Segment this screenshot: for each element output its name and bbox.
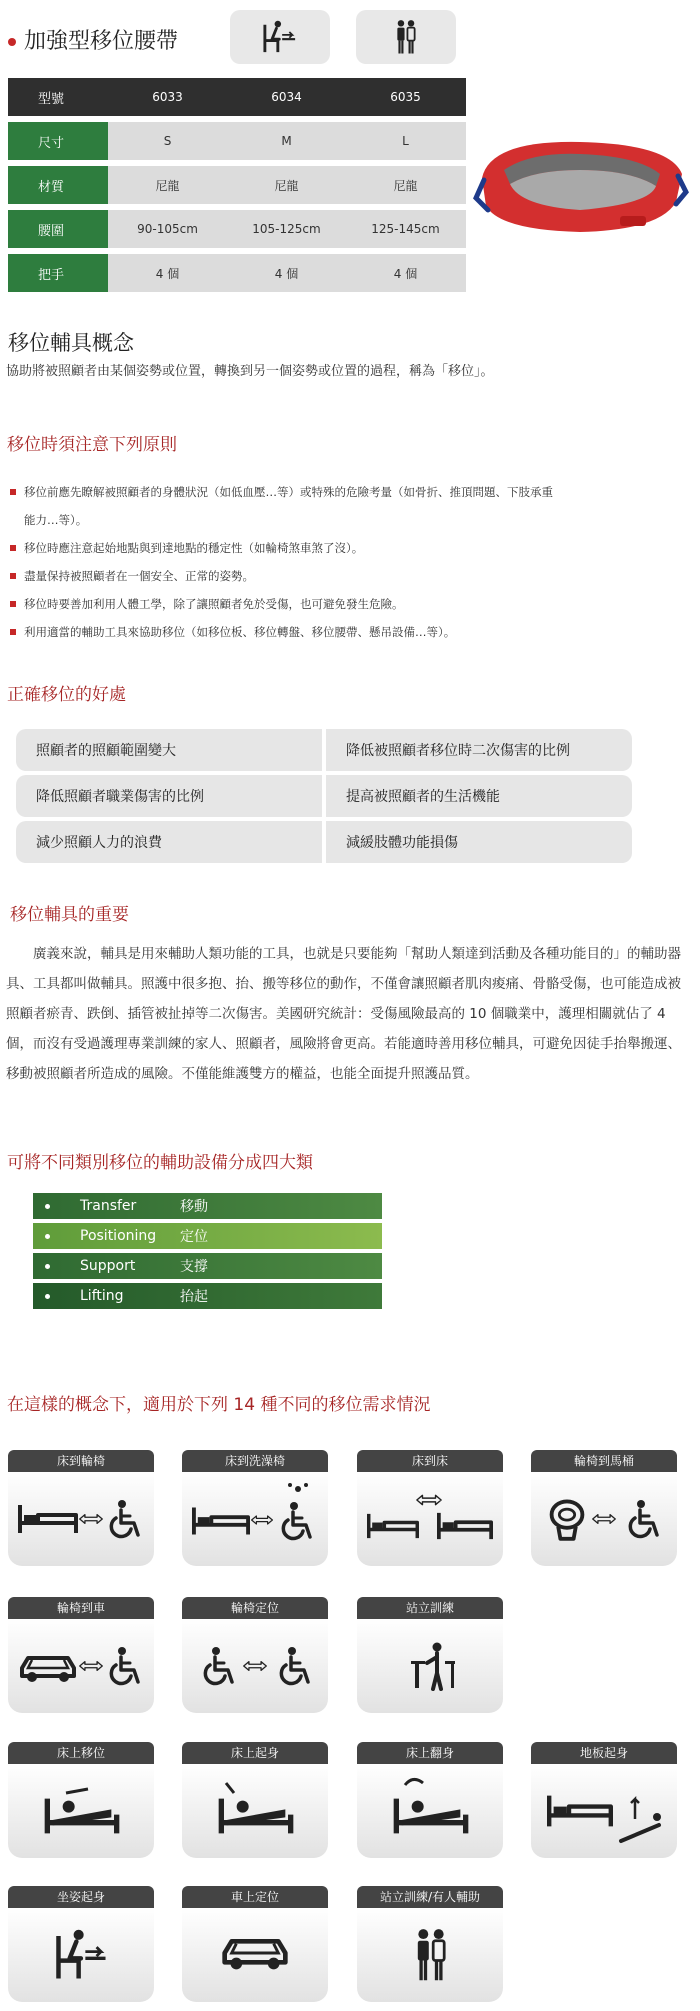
spec-model: 6035 [390, 90, 421, 104]
need-card-bed-to-bed [357, 1450, 503, 1566]
benefit-item: 減少照顧人力的浪費 [16, 821, 322, 863]
assisted-standing-icon [357, 1908, 503, 2002]
list-item: 移位時應注意起始地點與到達地點的穩定性（如輪椅煞車煞了沒）。 [10, 534, 690, 562]
principles-title: 移位時須注意下列原則 [7, 435, 177, 455]
list-item: 移位前應先瞭解被照顧者的身體狀況（如低血壓…等）或特殊的危險考量（如骨折、推頂問題、下肢承重 [10, 478, 690, 506]
spec-header-label: 型號 [8, 78, 108, 116]
bed-turn-over-icon [357, 1764, 503, 1858]
title-bullet [8, 38, 16, 46]
spec-row-handle [8, 254, 466, 292]
floor-rise-icon [531, 1764, 677, 1858]
need-card-wheelchair-to-toilet [531, 1450, 677, 1566]
importance-title: 移位輔具的重要 [10, 905, 129, 925]
need-label: 輪椅定位 [182, 1597, 328, 1619]
wheelchair-to-toilet-icon [531, 1472, 677, 1566]
need-label: 床上翻身 [357, 1742, 503, 1764]
spec-table [8, 78, 466, 298]
transfer-belt-icon [470, 130, 692, 240]
benefit-item: 提高被照顧者的生活機能 [326, 775, 632, 817]
benefit-item: 降低被照顧者移位時二次傷害的比例 [326, 729, 632, 771]
bed-to-shower-chair-icon [182, 1472, 328, 1566]
spec-cell: 90-105cm [137, 222, 198, 236]
need-card-bed-turn-over [357, 1742, 503, 1858]
need-label: 坐姿起身 [8, 1886, 154, 1908]
need-card-bed-shift [8, 1742, 154, 1858]
need-card-assisted-standing [357, 1886, 503, 2002]
category-en: Lifting [80, 1288, 124, 1304]
concept-text: 協助將被照顧者由某個姿勢或位置，轉換到另一個姿勢或位置的過程，稱為「移位」。 [6, 364, 494, 379]
product-title: 加強型移位腰帶 [24, 29, 179, 54]
need-label: 站立訓練 [357, 1597, 503, 1619]
benefit-item: 減緩肢體功能損傷 [326, 821, 632, 863]
spec-header-row [8, 78, 466, 116]
bed-to-wheelchair-icon [8, 1472, 154, 1566]
spec-cell: M [281, 134, 292, 148]
category-zh: 抬起 [180, 1289, 208, 1305]
need-card-sit-to-stand [8, 1886, 154, 2002]
categories-list [33, 1193, 382, 1313]
need-label: 車上定位 [182, 1886, 328, 1908]
benefit-item: 降低照顧者職業傷害的比例 [16, 775, 322, 817]
need-label: 床上起身 [182, 1742, 328, 1764]
spec-model: 6034 [271, 90, 302, 104]
spec-row-label: 把手 [8, 254, 108, 292]
benefits-title: 正確移位的好處 [7, 685, 126, 705]
spec-row-label: 腰圍 [8, 210, 108, 248]
need-label: 輪椅到車 [8, 1597, 154, 1619]
need-label: 輪椅到馬桶 [531, 1450, 677, 1472]
need-card-bed-to-shower-chair [182, 1450, 328, 1566]
category-zh: 定位 [180, 1229, 208, 1245]
category-zh: 移動 [180, 1199, 208, 1215]
spec-row-size [8, 122, 466, 160]
spec-cell: 125-145cm [371, 222, 440, 236]
need-card-bed-to-wheelchair [8, 1450, 154, 1566]
importance-text: 廣義來說，輔具是用來輔助人類功能的工具，也就是只要能夠「幫助人類達到活動及各種功能目的」的輔助器具、工具都叫做輔具。照護中很多抱、抬、搬等移位的動作，不僅會讓照顧者肌肉痠痛、骨骼受傷，也可能造成被照顧者瘀青、跌倒、插管被扯掉等二次傷害。美國研究統計：受傷風險最高的 10 個職業中，護理相關就佔了 4 個，而沒有受過護理專業訓練的家人、照顧者，風險將會更高。若能適時善用移位輔具，可避免因徒手抬舉搬運、移動被照顧者所造成的風險。不僅能維護雙方的權益，也能全面提升照護品質。 [6, 946, 681, 1082]
need-label: 地板起身 [531, 1742, 677, 1764]
spec-cell: 105-125cm [252, 222, 321, 236]
benefits-grid [16, 729, 641, 863]
need-label: 床到輪椅 [8, 1450, 154, 1472]
spec-row-label: 材質 [8, 166, 108, 204]
category-item [33, 1283, 382, 1309]
need-card-wheelchair-to-car [8, 1597, 154, 1713]
spec-cell: 尼龍 [274, 178, 299, 193]
spec-cell: 尼龍 [155, 178, 180, 193]
bullet-dot [45, 1294, 50, 1299]
wheelchair-positioning-icon [182, 1619, 328, 1713]
needs-title: 在這樣的概念下，適用於下列 14 種不同的移位需求情況 [7, 1395, 431, 1415]
list-item: 利用適當的輔助工具來協助移位（如移位板、移位轉盤、移位腰帶、懸吊設備…等）。 [10, 618, 690, 646]
principles-list [10, 478, 690, 646]
spec-row-material [8, 166, 466, 204]
bullet-dot [45, 1234, 50, 1239]
list-item: 盡量保持被照顧者在一個安全、正常的姿勢。 [10, 562, 690, 590]
category-en: Support [80, 1258, 136, 1274]
spec-row-label: 尺寸 [8, 122, 108, 160]
category-item [33, 1193, 382, 1219]
benefit-item: 照顧者的照顧範圍變大 [16, 729, 322, 771]
category-en: Positioning [80, 1228, 157, 1244]
bullet-dot [45, 1264, 50, 1269]
list-item: 移位時要善加利用人體工學，除了讓照顧者免於受傷，也可避免發生危險。 [10, 590, 690, 618]
bed-shift-icon [8, 1764, 154, 1858]
concept-title: 移位輔具概念 [8, 331, 134, 355]
need-card-standing-training [357, 1597, 503, 1713]
spec-model: 6033 [152, 90, 183, 104]
wheelchair-to-car-icon [8, 1619, 154, 1713]
spec-cell: 尼龍 [393, 178, 418, 193]
need-card-floor-rise [531, 1742, 677, 1858]
spec-cell: 4 個 [274, 266, 299, 281]
product-header [8, 10, 488, 70]
sit-to-stand-icon [8, 1908, 154, 2002]
category-zh: 支撐 [180, 1259, 208, 1275]
categories-title: 可將不同類別移位的輔助設備分成四大類 [7, 1153, 313, 1173]
need-card-bed-sit-up [182, 1742, 328, 1858]
sit-to-stand-icon [230, 10, 330, 64]
list-item-continued: 能力…等）。 [24, 513, 88, 527]
standing-training-icon [357, 1619, 503, 1713]
category-en: Transfer [80, 1198, 137, 1214]
spec-cell: 4 個 [155, 266, 180, 281]
need-card-car-positioning [182, 1886, 328, 2002]
spec-cell: L [402, 134, 409, 148]
spec-cell: 4 個 [393, 266, 418, 281]
need-label: 站立訓練/有人輔助 [357, 1886, 503, 1908]
need-label: 床上移位 [8, 1742, 154, 1764]
spec-cell: S [163, 134, 172, 148]
need-card-wheelchair-positioning [182, 1597, 328, 1713]
need-label: 床到床 [357, 1450, 503, 1472]
category-item [33, 1223, 382, 1249]
bullet-dot [45, 1204, 50, 1209]
bed-to-bed-icon [357, 1472, 503, 1566]
car-positioning-icon [182, 1908, 328, 2002]
need-label: 床到洗澡椅 [182, 1450, 328, 1472]
assisted-standing-icon [356, 10, 456, 64]
category-item [33, 1253, 382, 1279]
spec-row-waist [8, 210, 466, 248]
bed-sit-up-icon [182, 1764, 328, 1858]
